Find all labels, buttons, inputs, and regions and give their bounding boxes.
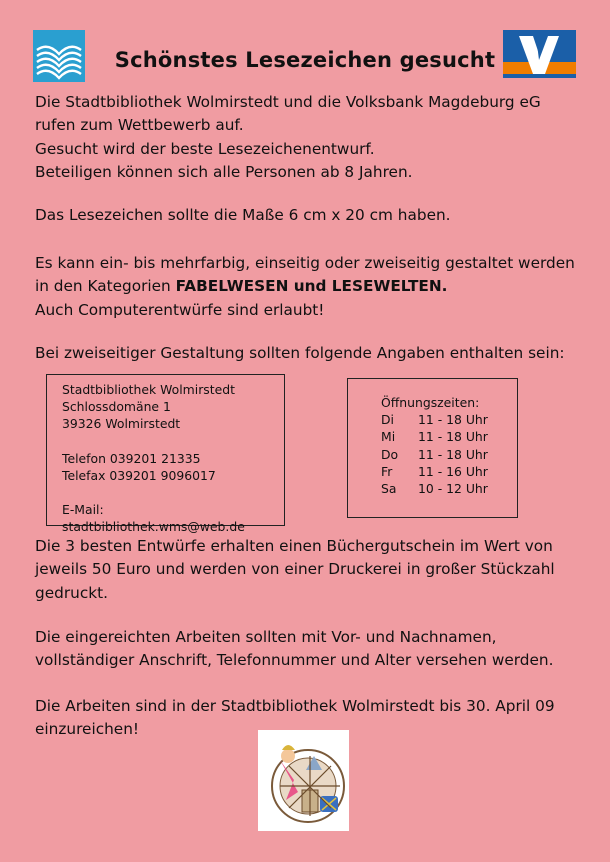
address-phone: Telefon 039201 21335: [62, 450, 201, 466]
hours-heading: Öffnungszeiten:: [381, 395, 480, 410]
hours-row: [381, 480, 517, 497]
design-line: Es kann ein- bis mehrfarbig, einseitig oder zweiseitig gestaltet werden: [35, 254, 575, 272]
hours-time: 11 - 18 Uhr: [418, 446, 488, 462]
hours-time: 11 - 16 Uhr: [418, 463, 488, 479]
submission-line: vollständiger Anschrift, Telefonnummer und Alter versehen werden.: [35, 651, 554, 670]
hours-time: 10 - 12 Uhr: [418, 481, 488, 497]
intro-line: Die Stadtbibliothek Wolmirstedt und die Volksbank Magdeburg eG: [35, 93, 541, 111]
submission-line: Die eingereichten Arbeiten sollten mit Vor- und Nachnamen,: [35, 628, 497, 646]
prizes-line: gedruckt.: [35, 583, 108, 602]
address-fax: Telefax 039201 9096017: [62, 467, 216, 483]
opening-hours-box: [347, 378, 518, 518]
deadline-line: Die Arbeiten sind in der Stadtbibliothek Wolmirstedt bis 30. April 09: [35, 697, 555, 715]
hours-day: Mi: [381, 429, 396, 445]
size-rule: Das Lesezeichen sollte die Maße 6 cm x 20 cm haben.: [35, 206, 451, 224]
hours-time: 11 - 18 Uhr: [418, 412, 488, 428]
page-title: Schönstes Lesezeichen gesucht: [114, 48, 496, 72]
two-sided-note: Bei zweiseitiger Gestaltung sollten folgende Angaben enthalten sein:: [35, 344, 565, 362]
hours-day: Di: [381, 412, 394, 428]
bookmark-emblem-image: [258, 730, 349, 831]
prizes-paragraph: [35, 535, 595, 605]
prizes-line: jeweils 50 Euro und werden von einer Druckerei in großer Stückzahl: [35, 560, 555, 579]
address-city: 39326 Wolmirstedt: [62, 416, 181, 432]
hours-row: [381, 463, 517, 480]
design-line-prefix: in den Kategorien: [35, 277, 176, 296]
address-street: Schlossdomäne 1: [62, 399, 171, 415]
hours-row: [381, 411, 517, 428]
intro-line: rufen zum Wettbewerb auf.: [35, 116, 244, 135]
design-line: [35, 275, 595, 298]
submission-paragraph: [35, 626, 595, 673]
address-email: E-Mail: stadtbibliothek.wms@web.de: [62, 502, 245, 535]
address-box: [46, 374, 285, 535]
categories: FABELWESEN und LESEWELTEN.: [175, 277, 448, 296]
deadline-line: einzureichen!: [35, 720, 140, 739]
hours-time: 11 - 18 Uhr: [418, 429, 488, 445]
intro-line: Gesucht wird der beste Lesezeichenentwurf.: [35, 139, 375, 158]
hours-row: [381, 446, 517, 463]
hours-day: Sa: [381, 481, 397, 497]
design-paragraph: [35, 252, 595, 322]
intro-paragraph: [35, 91, 595, 184]
prizes-line: Die 3 besten Entwürfe erhalten einen Büchergutschein im Wert von: [35, 537, 553, 555]
size-paragraph: [35, 204, 595, 227]
two-sided-paragraph: [35, 342, 595, 365]
hours-day: Do: [381, 446, 399, 462]
intro-line: Beteiligen können sich alle Personen ab 8 Jahren.: [35, 162, 413, 181]
hours-row: [381, 428, 517, 445]
emblem-illustration-icon: [258, 730, 349, 831]
design-line: Auch Computerentwürfe sind erlaubt!: [35, 300, 325, 319]
hours-day: Fr: [381, 463, 393, 479]
address-name: Stadtbibliothek Wolmirstedt: [62, 382, 235, 397]
